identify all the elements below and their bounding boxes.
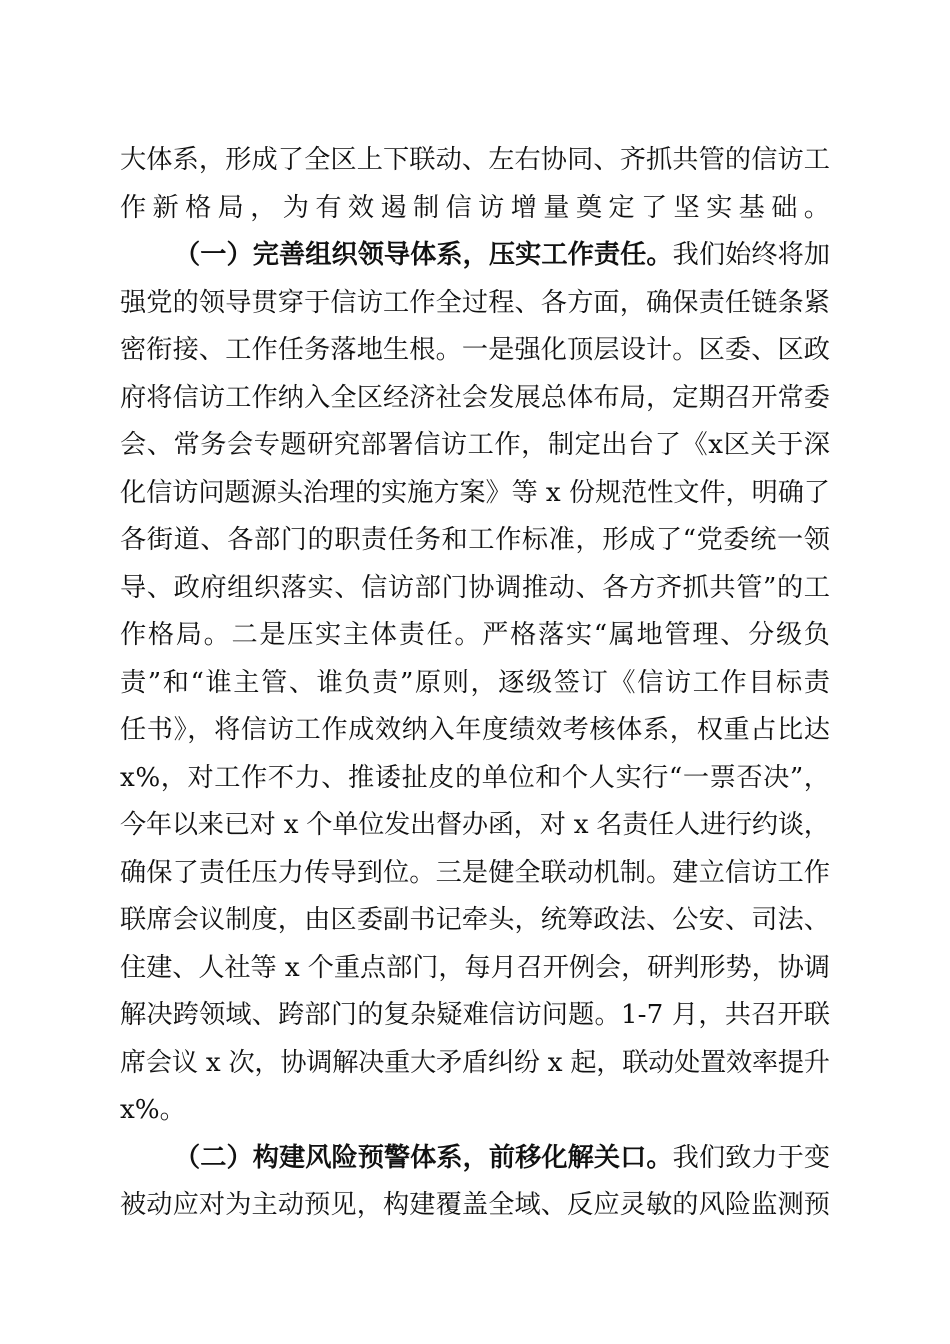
text-run: 作格局。二是压实主体责任。严格落实“属地管理、分级负 [120,620,832,650]
text-run: 会、常务会专题研究部署信访工作，制定出台了《x区关于深 [120,430,831,460]
text-run: 确保了责任压力传导到位。三是健全联动机制。建立信访工作 [120,858,831,888]
text-line [120,429,831,461]
text-line [120,192,836,224]
text-line [120,952,830,984]
text-run: 导、政府组织落实、信访部门协调推动、各方齐抓共管”的工 [120,573,831,603]
text-run: 大体系，形成了全区上下联动、左右协同、齐抓共管的信访工 [120,145,831,175]
text-run: 作新格局，为有效遏制信访增量奠定了坚实基础。 [120,193,837,223]
text-line [120,904,830,936]
text-run: 各街道、各部门的职责任务和工作标准，形成了“党委统一领 [120,525,831,555]
text-line [120,762,831,794]
section-heading-line [174,239,830,271]
text-run: 责”和“谁主管、谁负责”原则，逐级签订《信访工作目标责 [120,668,832,698]
section-heading: （一）完善组织领导体系，压实工作责任。 [174,239,673,270]
text-run: 今年以来已对 x 个单位发出督办函，对 x 名责任人进行约谈， [120,810,830,840]
text-line [120,1047,830,1079]
text-run: 密衔接、工作任务落地生根。一是强化顶层设计。区委、区政 [120,335,831,365]
text-line [120,809,830,841]
text-run: 化信访问题源头治理的实施方案》等 x 份规范性文件，明确了 [120,478,830,508]
text-run: 解决跨领域、跨部门的复杂疑难信访问题。1-7 月，共召开联 [120,1000,831,1030]
text-line [120,287,830,319]
text-run: 联席会议制度，由区委副书记牵头，统筹政法、公安、司法、 [120,905,831,935]
text-run: 住建、人社等 x 个重点部门，每月召开例会，研判形势，协调 [120,953,830,983]
text-line [120,714,831,746]
text-line [120,572,831,604]
text-line [120,857,830,889]
text-line [120,382,830,414]
text-run: 席会议 x 次，协调解决重大矛盾纠纷 x 起，联动处置效率提升 [120,1048,830,1078]
section-heading: （二）构建风险预警体系，前移化解关口。 [174,1142,673,1173]
text-line [120,334,830,366]
text-line [120,524,831,556]
text-run: 府将信访工作纳入全区经济社会发展总体布局，定期召开常委 [120,383,831,413]
text-run: 任书》，将信访工作成效纳入年度绩效考核体系，权重占比达 [120,715,831,745]
text-line [120,1094,186,1126]
text-line [120,999,830,1031]
text-line [120,667,832,699]
text-run: 我们始终将加 [672,240,831,270]
text-line [120,1189,830,1221]
text-run: x%，对工作不力、推诿扯皮的单位和个人实行“一票否决”， [120,763,831,793]
text-line [120,477,830,509]
text-line [120,144,830,176]
text-run: 我们致力于变 [672,1143,831,1173]
text-run: x%。 [120,1095,186,1125]
text-run: 强党的领导贯穿于信访工作全过程、各方面，确保责任链条紧 [120,288,831,318]
section-heading-line [174,1142,830,1174]
text-run: 被动应对为主动预见，构建覆盖全域、反应灵敏的风险监测预 [120,1190,831,1220]
text-line [120,619,832,651]
